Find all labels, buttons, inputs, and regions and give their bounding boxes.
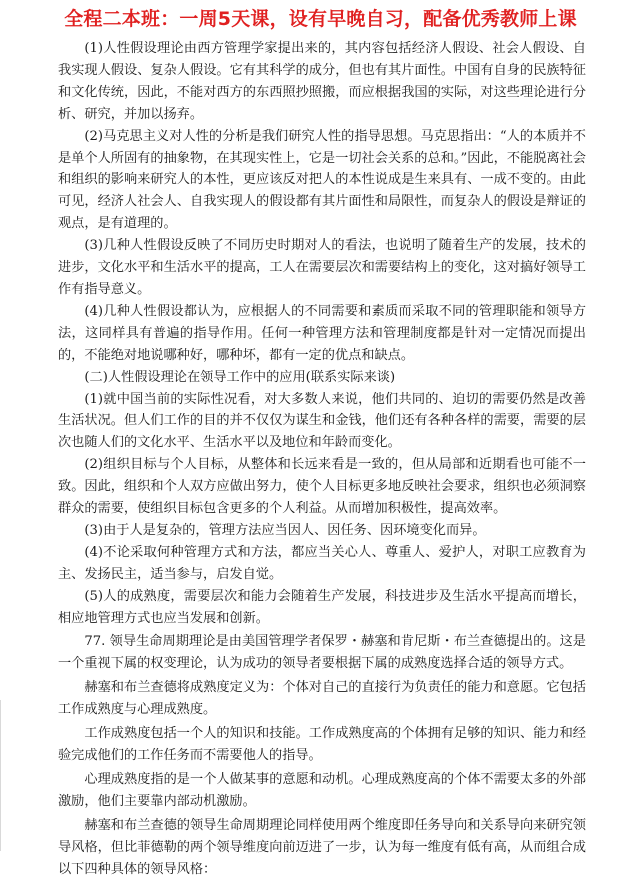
document-body (58, 38, 586, 880)
question-77: 77. 领导生命周期理论是由美国管理学者保罗・赫塞和肯尼斯・布兰查德提出的。这是一个重视下属的权变理论，认为成功的领导者要根据下属的成熟度选择合适的领导方式。 (58, 634, 586, 672)
paragraph-10: (5)人的成熟度，需要层次和能力会随着生产发展，科技进步及生活水平提高而增长，相应地管理方式也应当发展和创新。 (58, 588, 586, 626)
paragraph-4: (4)几种人性假设都认为，应根据人的不同需要和素质而采取不同的管理职能和领导方法，这同样具有普遍的指导作用。任何一种管理方法和管理制度都是针对一定情况而提出的，不能绝对地说哪种好，哪种坏，都有一定的优点和缺点。 (58, 303, 586, 363)
paragraph-2: (2)马克思主义对人性的分析是我们研究人性的指导思想。马克思指出：“人的本质并不是单个人所固有的抽象物，在其现实性上，它是一切社会关系的总和。”因此，不能脱离社会和组织的影响来研究人的本性，更应该反对把人的本性说成是生来具有、一成不变的。由此可见，经济人社会人、自我实现人的假设都有其片面性和局限性，而复杂人的假设是辩证的观点，是有道理的。 (58, 128, 586, 232)
paragraph-6: (1)就中国当前的实际性况看，对大多数人来说，他们共同的、迫切的需要仍然是改善生活状况。但人们工作的目的并不仅仅为谋生和金钱，他们还有各种各样的需要，需要的层次也随人们的文化水平、生活水平以及地位和年龄而变化。 (58, 391, 586, 451)
paragraph-13: 工作成熟度包括一个人的知识和技能。工作成熟度高的个体拥有足够的知识、能力和经验完成他们的工作任务而不需要他人的指导。 (58, 726, 586, 763)
section-heading: (二)人性假设理论在领导工作中的应用(联系实际来谈) (84, 369, 396, 385)
paragraph-7: (2)组织目标与个人目标，从整体和长远来看是一致的，但从局部和近期看也可能不一致。因此，组织和个人双方应做出努力，使个人目标更多地反映社会要求，组织也必须洞察群众的需要，使组织目标包含更多的个人利益。从而增加积极性，提高效率。 (58, 457, 586, 517)
page-edge-divider (0, 700, 1, 851)
paragraph-14: 心理成熟度指的是一个人做某事的意愿和动机。心理成熟度高的个体不需要太多的外部激励，他们主要靠内部动机激励。 (58, 771, 586, 809)
paragraph-9: (4)不论采取何种管理方式和方法，都应当关心人、尊重人、爱护人，对职工应教育为主、发扬民主，适当参与，启发自觉。 (58, 544, 586, 582)
paragraph-12: 赫塞和布兰查德将成熟度定义为：个体对自己的直接行为负责任的能力和意愿。它包括工作成熟度与心理成熟度。 (58, 680, 586, 718)
paragraph-8: (3)由于人是复杂的，管理方法应当因人、因任务、因环境变化而异。 (84, 522, 486, 538)
paragraph-3: (3)几种人性假设反映了不同历史时期对人的看法，也说明了随着生产的发展，技术的进步，文化水平和生活水平的提高，工人在需要层次和需要结构上的变化，这对搞好领导工作有指导意义。 (58, 238, 586, 297)
paragraph-15: 赫塞和布兰查德的领导生命周期理论同样使用两个维度即任务导向和关系导向来研究领导风格，但比菲德勒的两个领导维度向前迈进了一步，认为每一维度有低有高，从而组合成以下四种具体的领导风格： (58, 817, 586, 877)
course-banner: 全程二本班：一周5天课，设有早晚自习，配备优秀教师上课 (64, 8, 577, 30)
paragraph-1: (1)人性假设理论由西方管理学家提出来的，其内容包括经济人假设、社会人假设、自我实现人假设、复杂人假设。它有其科学的成分，但也有其片面性。中国有自身的民族特征和文化传统，因此，不能对西方的东西照抄照搬，而应根据我国的实际，对这些理论进行分析、研究，并加以扬弃。 (58, 41, 586, 122)
